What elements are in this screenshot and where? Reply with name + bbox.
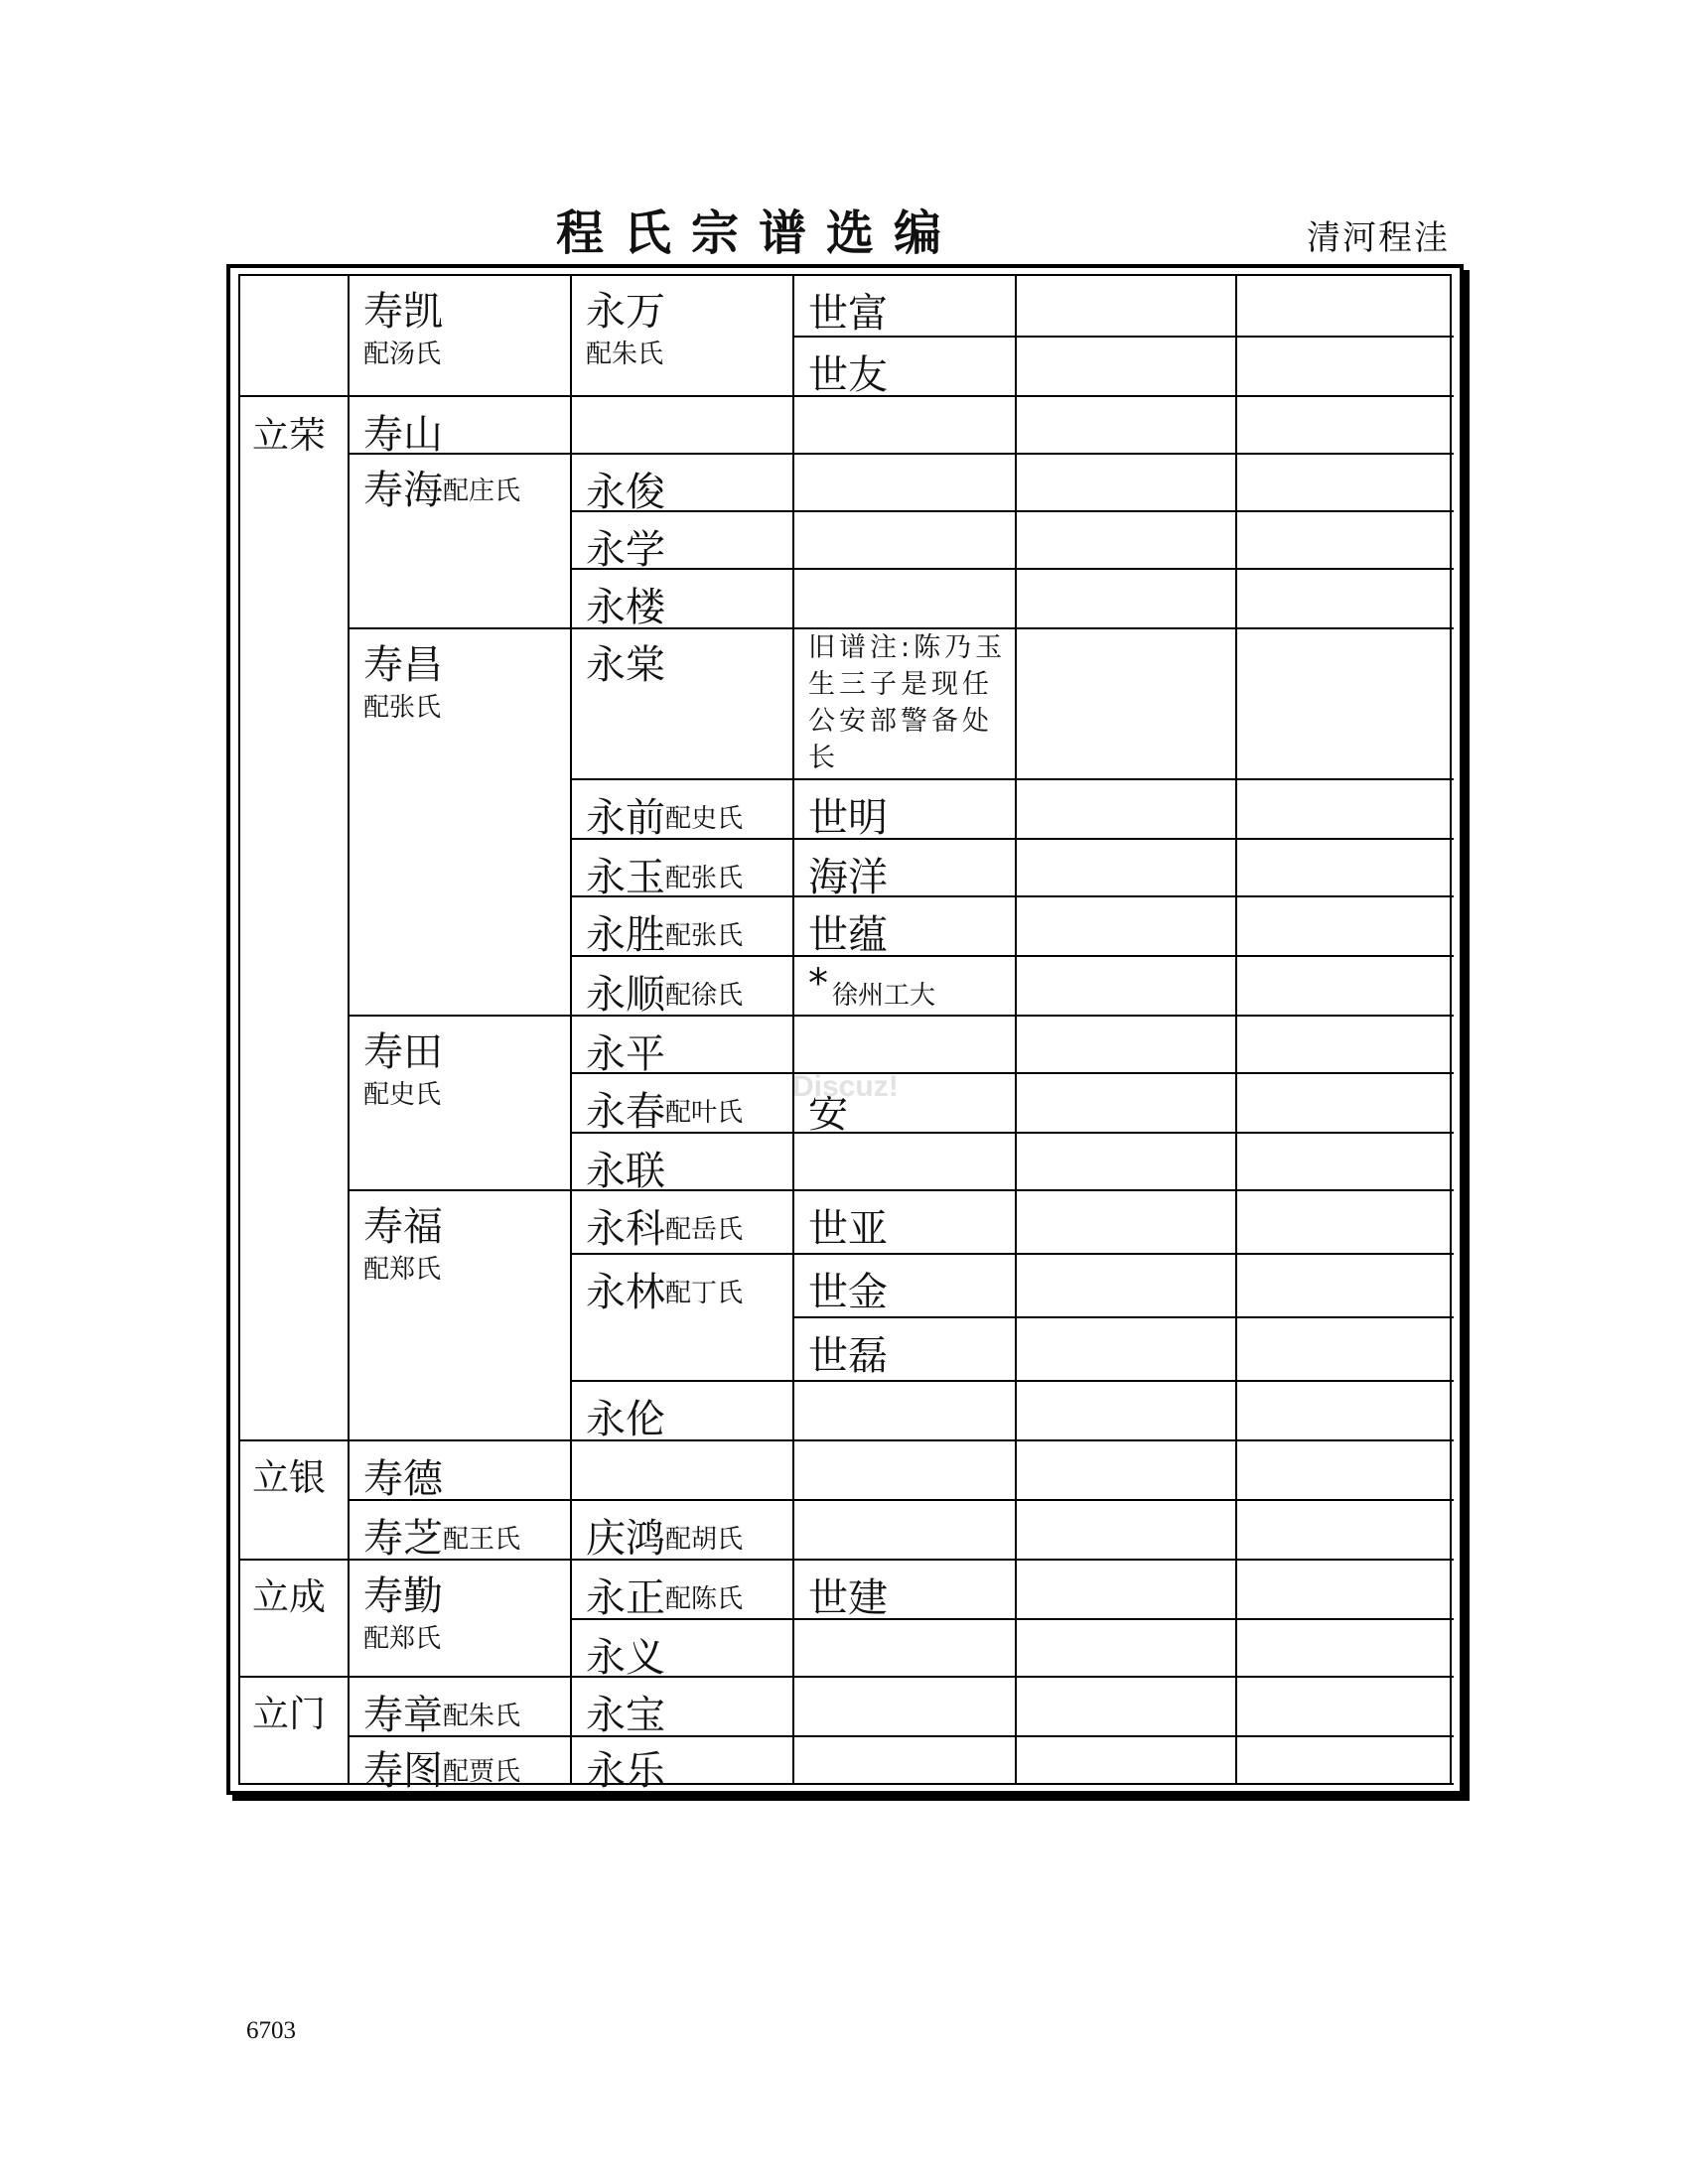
g3-name: 永正 <box>586 1575 665 1621</box>
g3-name: 永棠 <box>586 642 665 688</box>
g3-cell <box>572 1134 794 1194</box>
g2-cell <box>350 1737 572 1794</box>
g4-cell <box>794 570 1017 629</box>
g4-name: 世金 <box>808 1270 888 1315</box>
g5-cell <box>1017 1074 1237 1134</box>
g3-name: 永胜 <box>586 912 665 958</box>
g4-name: 海洋 <box>808 855 888 900</box>
genealogy-note: 旧谱注:陈乃玉生三子是现任公安部警备处长 <box>808 632 1007 773</box>
g2-cell <box>350 1441 572 1501</box>
star-mark: * <box>808 961 828 1007</box>
g6-cell <box>1237 1620 1454 1678</box>
g4-cell <box>794 1501 1017 1561</box>
g2-cell <box>350 1678 572 1737</box>
g6-cell <box>1237 338 1454 397</box>
g3-name: 永科 <box>586 1206 665 1252</box>
g6-cell <box>1237 397 1454 455</box>
g3-spouse: 配丁氏 <box>665 1279 744 1308</box>
g2-spouse: 配郑氏 <box>363 1255 442 1285</box>
g6-cell <box>1237 455 1454 512</box>
g5-cell <box>1017 1382 1237 1441</box>
g4-cell <box>794 1678 1017 1737</box>
g1-cell <box>240 1678 350 1785</box>
g2-cell <box>350 397 572 458</box>
g1-name: 立成 <box>252 1575 326 1618</box>
g5-cell <box>1017 780 1237 840</box>
g5-cell <box>1017 1134 1237 1191</box>
g2-name: 寿山 <box>363 412 443 458</box>
g4-cell <box>794 276 1017 338</box>
g6-cell <box>1237 1501 1454 1561</box>
g6-cell <box>1237 1678 1454 1737</box>
g3-name: 永平 <box>586 1031 665 1077</box>
g3-name: 永前 <box>586 795 665 841</box>
g2-cell <box>350 1191 572 1441</box>
g3-spouse: 配岳氏 <box>665 1215 744 1245</box>
g4-cell <box>794 1255 1017 1318</box>
page-title: 程氏宗谱选编 <box>556 205 962 261</box>
g3-cell <box>572 780 794 840</box>
g3-name: 永楼 <box>586 585 665 630</box>
g2-name: 寿凯 <box>363 289 443 335</box>
g3-cell <box>572 1191 794 1255</box>
g2-name: 寿芝 <box>363 1516 443 1562</box>
g5-cell <box>1017 1620 1237 1678</box>
g6-cell <box>1237 512 1454 570</box>
g1-cell <box>240 1561 350 1678</box>
g6-cell <box>1237 840 1454 897</box>
g6-cell <box>1237 1737 1454 1785</box>
g3-cell <box>572 1561 794 1620</box>
g4-name: 世亚 <box>808 1206 888 1252</box>
g6-cell <box>1237 1441 1454 1501</box>
g2-name: 寿图 <box>363 1748 443 1794</box>
g4-cell <box>794 338 1017 397</box>
g4-cell <box>794 1017 1017 1074</box>
g6-cell <box>1237 1191 1454 1255</box>
g3-cell <box>572 512 794 573</box>
g2-spouse: 配张氏 <box>363 693 442 723</box>
g3-name: 永义 <box>586 1635 665 1681</box>
g2-cell <box>350 1017 572 1191</box>
g1-name: 立荣 <box>252 414 326 457</box>
page-subtitle: 清河程洼 <box>1307 218 1450 258</box>
g4-cell <box>794 455 1017 512</box>
g6-cell <box>1237 629 1454 780</box>
g6-cell <box>1237 780 1454 840</box>
g3-cell <box>572 397 794 455</box>
g3-cell <box>572 570 794 629</box>
g4-cell <box>794 957 1017 1017</box>
g2-spouse: 配朱氏 <box>443 1702 521 1731</box>
g5-cell <box>1017 512 1237 570</box>
g5-cell <box>1017 1191 1237 1255</box>
g4-name: 安 <box>808 1091 848 1137</box>
g6-cell <box>1237 1561 1454 1620</box>
g4-cell <box>794 397 1017 455</box>
g2-spouse: 配庄氏 <box>443 477 521 506</box>
g5-cell <box>1017 1255 1237 1318</box>
g3-cell <box>572 1074 794 1134</box>
g2-spouse: 配贾氏 <box>443 1757 521 1787</box>
g1-cell <box>240 1441 350 1561</box>
g2-spouse: 配汤氏 <box>363 340 442 369</box>
g4-cell <box>794 512 1017 570</box>
g3-name: 永学 <box>586 527 665 573</box>
g4-cell <box>794 1441 1017 1501</box>
g2-cell <box>350 1561 572 1678</box>
g5-cell <box>1017 1501 1237 1561</box>
g2-name: 寿福 <box>363 1204 443 1250</box>
g2-name: 寿海 <box>363 468 443 513</box>
g4-name: 世建 <box>808 1575 888 1621</box>
g5-cell <box>1017 897 1237 957</box>
g5-cell <box>1017 1318 1237 1382</box>
g2-name: 寿昌 <box>363 642 443 688</box>
g1-cell <box>240 276 350 397</box>
star-note: 徐州工大 <box>832 981 936 1011</box>
g3-name: 庆鸿 <box>586 1516 665 1562</box>
g3-name: 永玉 <box>586 855 665 900</box>
g3-name: 永春 <box>586 1089 665 1135</box>
g5-cell <box>1017 570 1237 629</box>
g3-cell <box>572 957 794 1017</box>
g5-cell <box>1017 1561 1237 1620</box>
g6-cell <box>1237 897 1454 957</box>
g2-cell <box>350 629 572 1017</box>
g4-name: 世富 <box>808 291 888 337</box>
g3-cell <box>572 455 794 515</box>
g3-cell <box>572 276 794 397</box>
g6-cell <box>1237 570 1454 629</box>
g3-name: 永伦 <box>586 1397 665 1442</box>
g4-name: 世明 <box>808 795 888 841</box>
g4-cell <box>794 1620 1017 1678</box>
g2-cell <box>350 276 572 397</box>
g3-name: 永联 <box>586 1149 665 1194</box>
g5-cell <box>1017 276 1237 338</box>
g3-spouse: 配史氏 <box>665 804 744 834</box>
g3-name: 永万 <box>586 289 665 335</box>
g2-name: 寿勤 <box>363 1573 443 1619</box>
g3-cell <box>572 1382 794 1441</box>
g5-cell <box>1017 1737 1237 1785</box>
g3-cell <box>572 629 794 780</box>
g6-cell <box>1237 1017 1454 1074</box>
g1-name: 立门 <box>252 1693 326 1735</box>
g6-cell <box>1237 1255 1454 1318</box>
g5-cell <box>1017 455 1237 512</box>
g5-cell <box>1017 1441 1237 1501</box>
g3-cell <box>572 1017 794 1077</box>
g3-spouse: 配陈氏 <box>665 1584 744 1614</box>
g4-cell <box>794 1318 1017 1382</box>
g5-cell <box>1017 957 1237 1017</box>
g6-cell <box>1237 1382 1454 1441</box>
page-number: 6703 <box>246 2017 296 2044</box>
g3-name: 永林 <box>586 1270 665 1315</box>
g3-name: 永俊 <box>586 470 665 515</box>
g3-spouse: 配徐氏 <box>665 981 744 1011</box>
g5-cell <box>1017 840 1237 897</box>
g3-spouse: 配张氏 <box>665 921 744 951</box>
g5-cell <box>1017 397 1237 455</box>
g4-name: 世磊 <box>808 1333 888 1379</box>
g4-cell <box>794 1561 1017 1620</box>
g1-cell <box>240 397 350 1441</box>
g2-spouse: 配郑氏 <box>363 1624 442 1654</box>
g3-cell <box>572 897 794 957</box>
g2-spouse: 配王氏 <box>443 1525 521 1555</box>
g2-name: 寿德 <box>363 1456 443 1502</box>
genealogy-table <box>238 274 1452 1794</box>
g3-name: 永宝 <box>586 1693 665 1738</box>
g3-name: 永乐 <box>586 1748 665 1794</box>
g4-cell <box>794 629 1017 780</box>
g4-cell <box>794 780 1017 840</box>
g6-cell <box>1237 957 1454 1017</box>
g5-cell <box>1017 629 1237 780</box>
g6-cell <box>1237 1074 1454 1134</box>
g3-cell <box>572 1737 794 1794</box>
g4-cell <box>794 1382 1017 1441</box>
g2-name: 寿田 <box>363 1029 443 1075</box>
g3-name: 永顺 <box>586 972 665 1018</box>
g3-spouse: 配朱氏 <box>586 340 664 369</box>
g6-cell <box>1237 276 1454 338</box>
g4-name: 世友 <box>808 352 888 398</box>
g4-cell <box>794 897 1017 957</box>
g3-cell <box>572 1441 794 1501</box>
g2-cell <box>350 1501 572 1561</box>
g2-name: 寿章 <box>363 1693 443 1738</box>
g5-cell <box>1017 1678 1237 1737</box>
g1-name: 立银 <box>252 1456 326 1499</box>
g3-spouse: 配胡氏 <box>665 1525 744 1555</box>
g4-cell <box>794 1191 1017 1255</box>
g5-cell <box>1017 338 1237 397</box>
watermark: Discuz! <box>792 1070 899 1103</box>
g3-cell <box>572 1678 794 1737</box>
g3-cell <box>572 1501 794 1561</box>
g6-cell <box>1237 1318 1454 1382</box>
g3-cell <box>572 840 794 900</box>
g3-spouse: 配叶氏 <box>665 1098 744 1128</box>
g6-cell <box>1237 1134 1454 1191</box>
g4-cell <box>794 1134 1017 1191</box>
g2-cell <box>350 455 572 629</box>
g2-spouse: 配史氏 <box>363 1080 442 1110</box>
g5-cell <box>1017 1017 1237 1074</box>
g3-spouse: 配张氏 <box>665 864 744 893</box>
g4-cell <box>794 840 1017 900</box>
g3-cell <box>572 1620 794 1681</box>
g4-cell <box>794 1737 1017 1785</box>
g4-name: 世蕴 <box>808 912 888 958</box>
g3-cell <box>572 1255 794 1382</box>
